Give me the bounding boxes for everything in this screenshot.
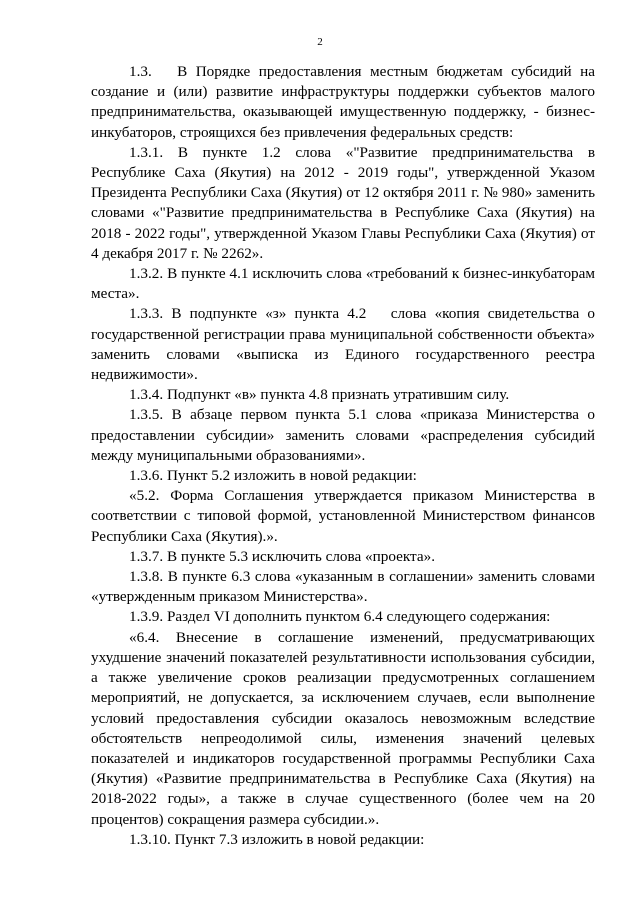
paragraph-1-3-10: 1.3.10. Пункт 7.3 изложить в новой редакции:: [129, 830, 425, 848]
quote-6-4: «6.4. Внесение в соглашение изменений, предусматривающих ухудшение значений показателей результативности использования субсидии, а также увеличение сроков реализации предусмотренных соглашением мероприятий, не допускается, за исключением случаев, если выполнение условий предоставления субсидии оказалось невозможным вследствие обстоятельств непреодолимой силы, изменения значений целевых показателей и индикаторов государственной программы Республики Саха (Якутия) «Развитие предпринимательства в Республике Саха (Якутия) на 2018-2022 годы», а также в случае существенного (более чем на 20 процентов) сокращения размера субсидии.».: [91, 628, 595, 828]
quote-5-2: «5.2. Форма Соглашения утверждается приказом Министерства в соответствии с типовой формой, установленной Министерством финансов Республики Саха (Якутия).».: [91, 487, 595, 545]
paragraph-1-3-3: 1.3.3. В подпункте «з» пункта 4.2 слова «копия свидетельства о государственной регистрации права муниципальной собственности объекта» заменить словами «выписка из Единого государственного реестра недвижимости».: [91, 305, 595, 384]
document-body: [91, 62, 595, 850]
paragraph-1-3-2: 1.3.2. В пункте 4.1 исключить слова «требований к бизнес-инкубаторам места».: [91, 265, 595, 303]
paragraph-1-3-9: 1.3.9. Раздел VI дополнить пунктом 6.4 следующего содержания:: [129, 608, 551, 626]
paragraph-1-3: 1.3. В Порядке предоставления местным бюджетам субсидий на создание и (или) развитие инфраструктуры поддержки субъектов малого предпринимательства, оказывающей имущественную поддержку, - бизнес-инкубаторов, строящихся без привлечения федеральных средств:: [91, 63, 595, 141]
paragraph-1-3-5: 1.3.5. В абзаце первом пункта 5.1 слова «приказа Министерства о предоставлении субсидии» заменить словами «распределения субсидий между муниципальными образованиями».: [91, 406, 595, 464]
page-number: 2: [317, 36, 323, 48]
paragraph-1-3-1: 1.3.1. В пункте 1.2 слова «"Развитие предпринимательства в Республике Саха (Якутия) на 2012 - 2019 годы", утвержденной Указом Президента Республики Саха (Якутия) от 12 октября 2011 г. № 980» заменить словами «"Развитие предпринимательства в Республике Саха (Якутия) на 2018 - 2022 годы", утвержденной Указом Главы Республики Саха (Якутия) от 4 декабря 2017 г. № 2262».: [91, 143, 595, 262]
paragraph-1-3-6: 1.3.6. Пункт 5.2 изложить в новой редакции:: [129, 467, 417, 485]
paragraph-1-3-8: 1.3.8. В пункте 6.3 слова «указанным в соглашении» заменить словами «утвержденным приказом Министерства».: [91, 568, 595, 606]
paragraph-1-3-7: 1.3.7. В пункте 5.3 исключить слова «проекта».: [129, 547, 435, 565]
paragraph-1-3-4: 1.3.4. Подпункт «в» пункта 4.8 признать утратившим силу.: [129, 386, 510, 404]
